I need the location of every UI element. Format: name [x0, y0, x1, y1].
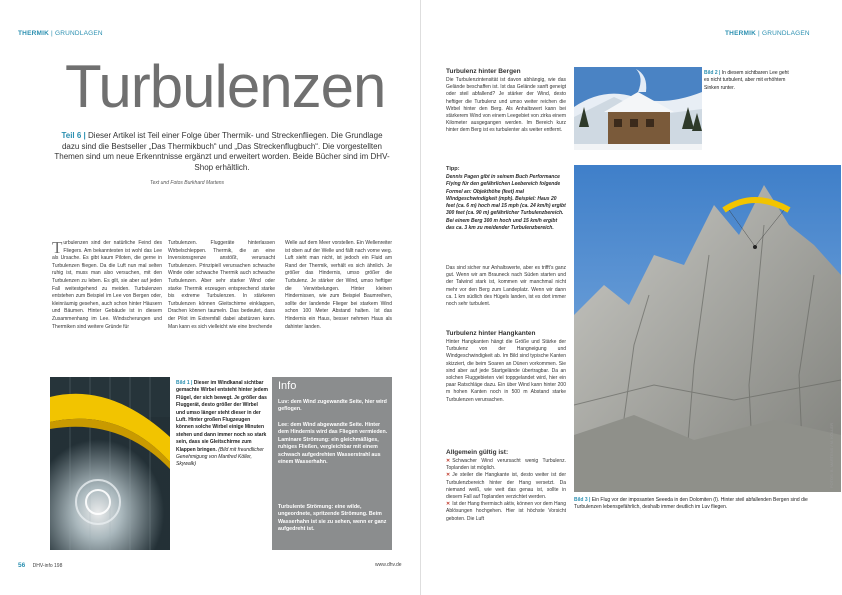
info-box — [272, 377, 392, 550]
drop-cap: T — [52, 238, 63, 257]
wing-vortex-illustration — [50, 377, 170, 550]
byline: Text und Fotos Burkhard Martens — [150, 180, 225, 186]
intro-text: Dieser Artikel ist Teil einer Folge über Thermik- und Streckenfliegen. Die Grundlage dazu sind die Bestseller „Das Thermikbuch“ und „Das Streckenflugbuch“. Die vorgestellten Themen sind um neue Erkenntnisse ergänzt und erweitert worden. Beide Bücher sind im DHV-Shop erhältlich. — [54, 131, 390, 172]
footer-website: www.dhv.de — [375, 562, 402, 568]
house-illustration — [574, 67, 702, 150]
section-label: THERMIK — [18, 30, 50, 37]
article-title: Turbulenzen — [65, 53, 386, 120]
section-sublabel: GRUNDLAGEN — [761, 30, 810, 37]
info-item-lee: Lee: dem Wind abgewandte Seite. Hinter dem Hindernis wird das Fliegen vermieden. Laminare Strömung: ein gleichmäßiges, ruhiges Fließen, vergleichbar mit einem schwach aufgedrehten Wasserstrahl aus einem Wasserhahn. — [278, 422, 388, 466]
heading-bergen: Turbulenz hinter Bergen — [446, 68, 521, 75]
wind-tunnel-photo — [50, 377, 170, 550]
section-header-left: THERMIK | GRUNDLAGEN — [18, 30, 103, 37]
info-title: Info — [278, 380, 297, 392]
caption-label: Bild 1 | — [176, 380, 193, 386]
house-lee-photo — [574, 67, 702, 150]
caption-text: In diesem sichtbaren Lee geht es nicht turbulent, aber mit erhöhtem Sinken runter. — [704, 70, 789, 91]
caption-text: Dieser im Windkanal sichtbar gemachte Wirbel entsteht hinter jedem Flügel, der sich bewegt. Je größer das Fluggerät, desto größer der Wirbel und umso länger steht dieser in der Luft. Hinter großen Flugzeugen können solche Wirbel einige Minuten stehen und dann immer noch so stark sein, dass sie Gleitschirme zum Klappen bringen. — [176, 380, 268, 453]
caption-label: Bild 2 | — [704, 70, 721, 76]
body-text-1: urbulenzen sind der natürliche Feind des Fliegers. Am bekanntesten ist wohl das Lee als Ursache. Es gibt kaum Piloten, die gerne in Turbulenzen fliegen. Da die Luft nun mal selten ruhig ist, muss man also versuchen, mit den Turbulenzen zu leben. Es gilt, sie aber auf jeden Fall weitestgehend zu meiden. Turbulenzen entstehen zum Beispiel im Lee von Bergen oder, kleinräumig gesehen, auch schon hinter Häusern und Bäumen. Hinter Gebäude ist in diesem Zusammenhang im Lee. Windscherungen und Thermiken sind weitere Gründe für — [52, 240, 162, 330]
caption-text: Ein Flug vor der imposanten Seeeda in den Dolomiten (I). Hinter steil abfallenden Bergen sind die Turbulenzen lebensgefährlich, deshalb immer deutlich im Luv fliegen. — [574, 497, 808, 511]
heading-hangkanten: Turbulenz hinter Hangkanten — [446, 330, 536, 337]
list-item: ✕ Je steiler die Hangkante ist, desto weiter ist der Turbulenzbereich hinter der Hang versetzt. Da niemand weiß, wie weit das genau ist, sollte in diesem Fall auf Toplanden verzichtet werden. — [446, 472, 566, 501]
right-page — [421, 0, 842, 595]
section-sublabel: GRUNDLAGEN — [54, 30, 103, 37]
intro-part-label: Teil 6 | — [61, 131, 86, 140]
body-column-1 — [52, 240, 162, 331]
heading-allgemein: Allgemein gültig ist: — [446, 449, 509, 456]
caption-credit: (Bild mit freundlicher Genehmigung von Manfred Köller, Skywalk) — [176, 446, 264, 468]
body-column-3: Welle auf dem Meer vorstellen. Ein Wellenreiter ist oben auf der Welle und fällt nach vorne weg. Luft sieht man nicht, ist jedoch ein Fluid am Rand der Thermik, verhält es sich ähnlich. Je größer das Hindernis, umso größer die Turbulenz. Je stärker der Wind, umso heftiger die Verwirbelungen. Hinter kleinen Hindernissen, wie zum Beispiel Baumreihen, sollte der landende Flieger bei starkem Wind schon 100 Meter Abstand halten. Ist das Hindernis ein Haus, besser nehmen Haus als dahinter landen. — [285, 240, 392, 330]
list-allgemein — [446, 458, 566, 523]
dolomites-photo — [574, 165, 841, 492]
page-number: 56 — [18, 562, 26, 569]
caption-bild-1 — [176, 380, 268, 469]
info-item-luv: Luv: dem Wind zugewandte Seite, hier wird geflogen. — [278, 399, 387, 413]
section-label: THERMIK — [725, 30, 757, 37]
tip-label: Tipp: — [446, 166, 460, 172]
article-intro — [52, 131, 392, 173]
caption-bild-3 — [574, 497, 834, 512]
text-hangkanten: Hinter Hangkanten hängt die Größe und Stärke der Turbulenz von der Hangneigung und Windgeschwindigkeit ab. Im Bild sind typische Kanten skizziert, die beim Soaren an Dünen vorkommen. Sie sind aber auf jede Startgelände übertragbar. Da an solchen Fluggebieten viel toppgelandet wird, hier ein paar Ratschläge dazu. Ein über Wind kann hinter 200 m hohen Kanten noch in 500 m Abstand starke Turbulenzen verursachen. — [446, 339, 566, 403]
caption-label: Bild 3 | — [574, 497, 591, 503]
list-item: ✕ Schwacher Wind verursacht wenig Turbulenz. Toplanden ist möglich. — [446, 458, 566, 472]
cross-icon: ✕ — [446, 472, 451, 479]
dolomites-illustration — [574, 165, 841, 492]
list-item: ✕ Ist der Hang thermisch aktiv, können vor dem Hang Ablösungen hochgehen. Hier ist höchste Vorsicht geboten. Die Luft — [446, 501, 566, 522]
photo-credit: FOTOS: B. MARTENS / M. KÖLLER — [829, 423, 834, 488]
info-item-turbulent: Turbulente Strömung: eine wilde, ungeordnete, spritzende Strömung. Beim Wasserhahn ist sie zu sehen, wenn er ganz aufgedreht ist. — [278, 504, 387, 533]
footer-left — [18, 562, 62, 569]
text-bergen: Die Turbulenzintensität ist davon abhängig, wie das Gelände beschaffen ist. Ist das Gelände sanft geneigt oder steil abfallend? Je stärker der Wind, desto heftiger die Turbulenz und umso weiter reichen die Wirbel hinter den Berg. Als Anhaltswert kann bei stärkerem Wind von einem Leegebiet von zirka einem Kilometer ausgegangen werden. Im Bereich kurz hinter dem Berg ist es turbulenter als weiter entfernt. — [446, 77, 566, 134]
body-column-2: Turbulenzen. Fluggeräte hinterlassen Wirbelschleppen. Thermik, die an eine Inversionsgrenze anstößt, verursacht Turbulenzen. Prinzipiell verursachen schwache Winde oder schwache Thermik auch schwache Turbulenzen. Aber sehr starker Wind oder starke Thermik erzeugen entsprechend starke bis extreme Turbulenzen. In stärkeren Turbulenzen können Gleitschirme einklappen, Drachen können taumeln. Das bedeutet, dass der Pilot im Extremfall dabei abstürzen kann. Man kann es sich vielleicht wie eine brechende — [168, 240, 275, 330]
section-header-right: THERMIK | GRUNDLAGEN — [725, 30, 810, 37]
text-after-tip: Das sind sicher nur Anhaltswerte, aber es trifft’s ganz gut. Wenn wir am Brauneck nach Süden starten und der Talwind stark ist, kommen wir manchmal nicht mehr vor den Berg zum Landeplatz. Wenn wir dann ca. 1 km südlich des Hügels landen, ist es dort immer noch sehr turbulent. — [446, 265, 566, 308]
cross-icon: ✕ — [446, 458, 451, 464]
caption-bild-2 — [704, 70, 794, 92]
tip-text: Dennis Pagen gibt in seinem Buch Performance Flying für den gefährlichen Leebereich folgende Formel an: Objekthöhe (feet) mal Windgeschwindigkeit (mph). Beispiel: Haus 20 feet (ca. 6 m) hoch mal 15 mph (ca. 24 km/h) ergibt 300 feet (ca. 90 m) gefährlicher Turbulenzbereich. Bei einem Berg 300 m hoch und 15 km/h ergibt das ca. 3 km zu meidender Turbulenzbereich. — [446, 174, 566, 232]
cross-icon: ✕ — [446, 501, 451, 508]
magazine-name: DHV-info 198 — [32, 563, 63, 569]
